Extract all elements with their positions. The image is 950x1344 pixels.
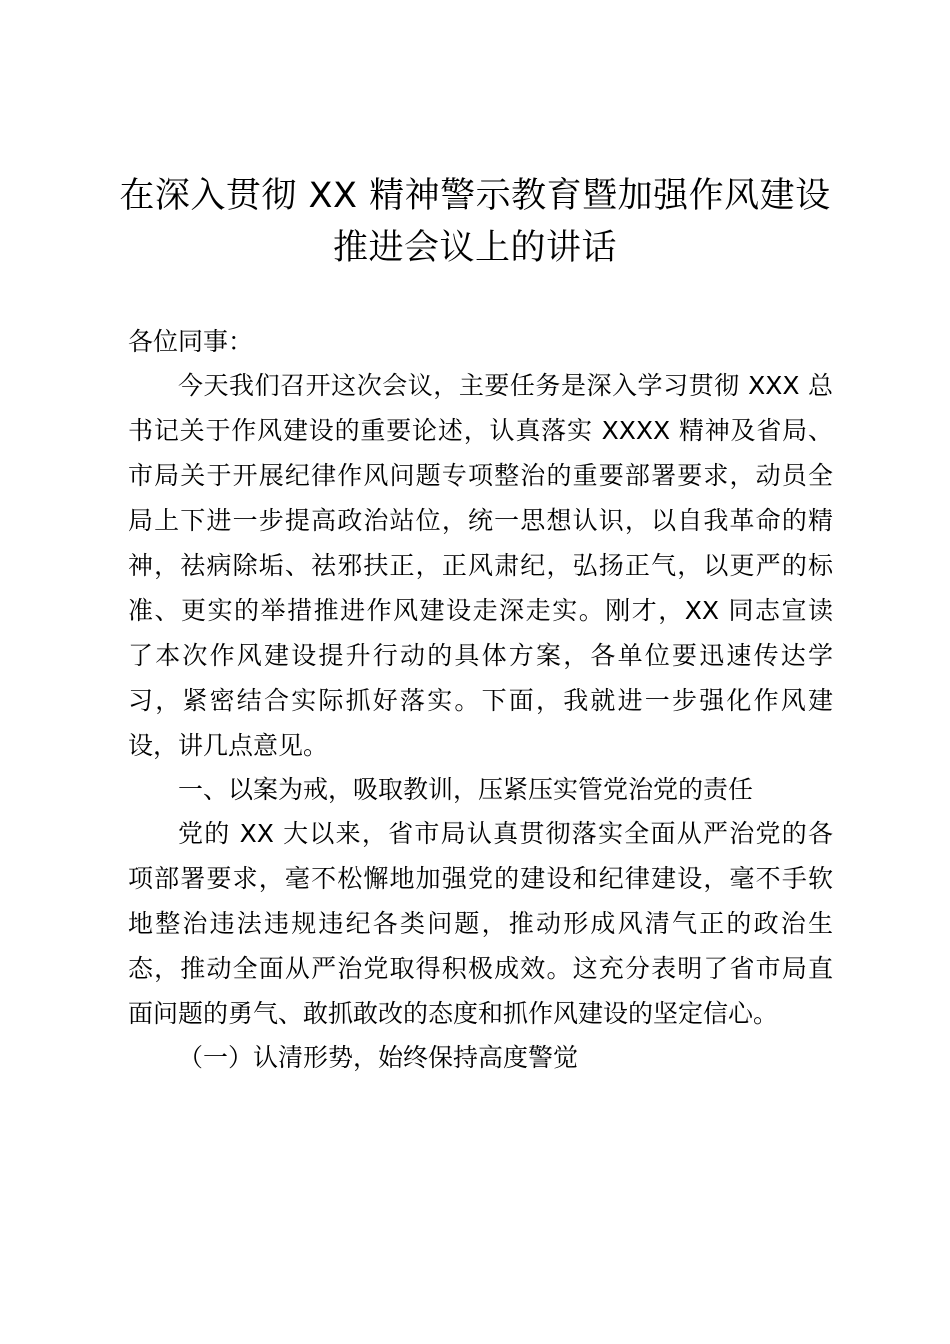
- section-heading-1: 一、以案为戒，吸取教训，压紧压实管党治党的责任: [178, 775, 754, 804]
- paragraph-2-line: 面问题的勇气、敢抓敢改的态度和抓作风建设的坚定信心。: [128, 999, 779, 1028]
- paragraph-2-line: 地整治违法违规违纪各类问题，推动形成风清气正的政治生: [128, 909, 833, 938]
- paragraph-1-line: 市局关于开展纪律作风问题专项整治的重要部署要求，动员全: [128, 461, 833, 490]
- document-title-line-1: 在深入贯彻 XX 精神警示教育暨加强作风建设: [119, 176, 831, 216]
- paragraph-1-line: 设，讲几点意见。: [128, 731, 329, 760]
- paragraph-1-line: 了本次作风建设提升行动的具体方案，各单位要迅速传达学: [128, 641, 833, 670]
- paragraph-2-line: 党的 XX 大以来，省市局认真贯彻落实全面从严治党的各: [178, 819, 833, 848]
- subsection-heading-1: （一）认清形势，始终保持高度警觉: [178, 1043, 579, 1072]
- paragraph-2-line: 项部署要求，毫不松懈地加强党的建设和纪律建设，毫不手软: [128, 864, 833, 893]
- paragraph-1-line: 今天我们召开这次会议，主要任务是深入学习贯彻 XXX 总: [178, 371, 833, 400]
- paragraph-1-line: 神，祛病除垢、祛邪扶正，正风肃纪，弘扬正气，以更严的标: [128, 551, 833, 580]
- document-title-line-2: 推进会议上的讲话: [332, 228, 617, 268]
- paragraph-1-line: 书记关于作风建设的重要论述，认真落实 XXXX 精神及省局、: [128, 416, 833, 445]
- paragraph-1-line: 习，紧密结合实际抓好落实。下面，我就进一步强化作风建: [128, 686, 833, 715]
- salutation: 各位同事：: [128, 327, 254, 356]
- paragraph-1-line: 局上下进一步提高政治站位，统一思想认识，以自我革命的精: [128, 506, 833, 535]
- paragraph-2-line: 态，推动全面从严治党取得积极成效。这充分表明了省市局直: [128, 954, 833, 983]
- paragraph-1-line: 准、更实的举措推进作风建设走深走实。刚才，XX 同志宣读: [128, 596, 833, 625]
